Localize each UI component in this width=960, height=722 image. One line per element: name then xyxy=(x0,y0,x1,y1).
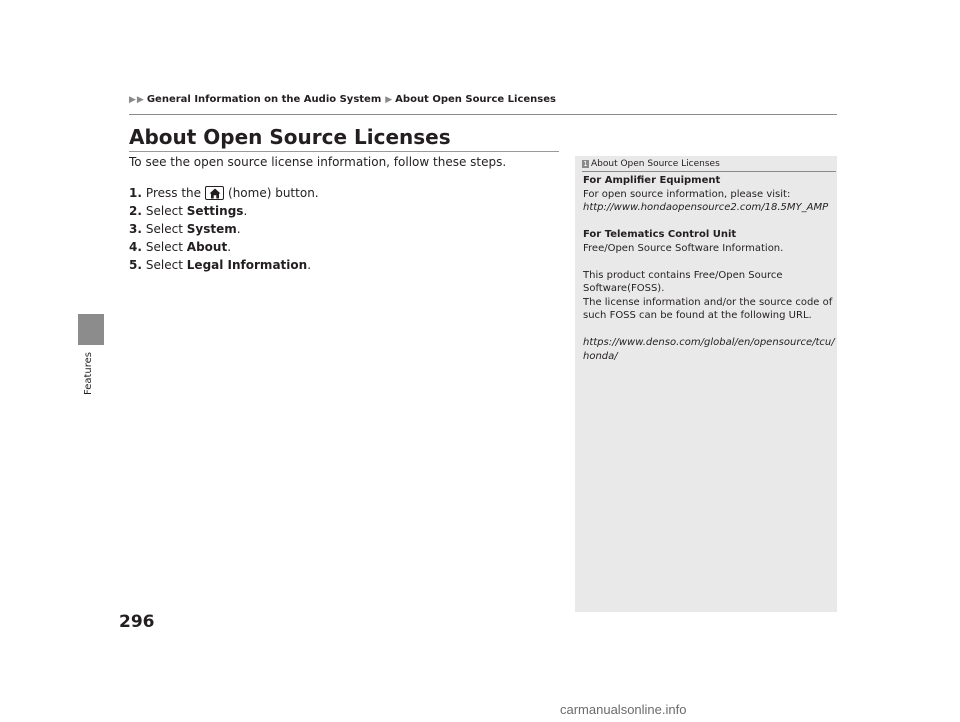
intro-text: To see the open source license information, follow these steps. xyxy=(129,155,507,169)
step-text: (home) button. xyxy=(228,186,319,200)
breadcrumb-item[interactable]: General Information on the Audio System xyxy=(146,94,382,105)
amp-heading: For Amplifier Equipment xyxy=(583,175,721,186)
header-divider xyxy=(129,114,837,115)
step-number: 1. xyxy=(129,186,142,200)
denso-url-link[interactable]: https://www.denso.com/global/en/opensource/tcu/ xyxy=(583,337,835,348)
step-2 xyxy=(129,202,319,220)
step-text: Select xyxy=(145,204,183,218)
step-4 xyxy=(129,238,319,256)
foss-text: The license information and/or the source code of xyxy=(583,296,833,308)
breadcrumb-item[interactable]: About Open Source Licenses xyxy=(395,94,556,105)
step-text: . xyxy=(236,222,241,236)
foss-text: such FOSS can be found at the following URL. xyxy=(583,310,812,321)
sidebar-title[interactable]: About Open Source Licenses xyxy=(591,159,720,169)
page-title: About Open Source Licenses xyxy=(129,125,451,149)
step-text: Select xyxy=(145,258,183,272)
triangle-right-icon: ▶ xyxy=(129,94,136,105)
menu-keyword: Legal Information xyxy=(186,258,308,272)
step-number: 3. xyxy=(129,222,142,236)
foss-text: This product contains Free/Open Source xyxy=(583,269,783,281)
steps-list xyxy=(129,184,319,274)
step-text: . xyxy=(307,258,312,272)
step-text: . xyxy=(227,240,232,254)
amp-text: For open source information, please visit: xyxy=(583,188,791,200)
step-text: . xyxy=(243,204,248,218)
foss-text: Software(FOSS). xyxy=(583,283,665,294)
menu-keyword: Settings xyxy=(186,204,244,218)
amp-url-link[interactable]: http://www.hondaopensource2.com/18.5MY_AMP xyxy=(583,202,829,213)
breadcrumb xyxy=(129,94,556,105)
step-number: 5. xyxy=(129,258,142,272)
page-number: 296 xyxy=(119,612,155,632)
menu-keyword: About xyxy=(186,240,228,254)
section-tab-label: Features xyxy=(83,352,94,395)
step-number: 4. xyxy=(129,240,142,254)
tcu-heading: For Telematics Control Unit xyxy=(583,229,737,240)
sidebar-header xyxy=(582,157,836,172)
step-5 xyxy=(129,256,319,274)
home-icon xyxy=(205,186,224,200)
denso-url-link[interactable]: honda/ xyxy=(583,350,618,362)
triangle-right-icon: ▶ xyxy=(385,94,393,105)
menu-keyword: System xyxy=(186,222,237,236)
reference-icon: 1 xyxy=(583,159,588,168)
step-text: Select xyxy=(145,240,183,254)
step-text: Select xyxy=(145,222,183,236)
step-number: 2. xyxy=(129,204,142,218)
section-tab[interactable] xyxy=(78,314,104,345)
watermark: carmanualsonline.info xyxy=(560,702,687,717)
step-1 xyxy=(129,184,319,202)
step-text: Press the xyxy=(145,186,202,200)
sidebar-body xyxy=(583,174,833,363)
triangle-right-icon: ▶ xyxy=(136,94,144,105)
title-divider xyxy=(129,151,559,152)
tcu-text: Free/Open Source Software Information. xyxy=(583,242,784,254)
step-3 xyxy=(129,220,319,238)
